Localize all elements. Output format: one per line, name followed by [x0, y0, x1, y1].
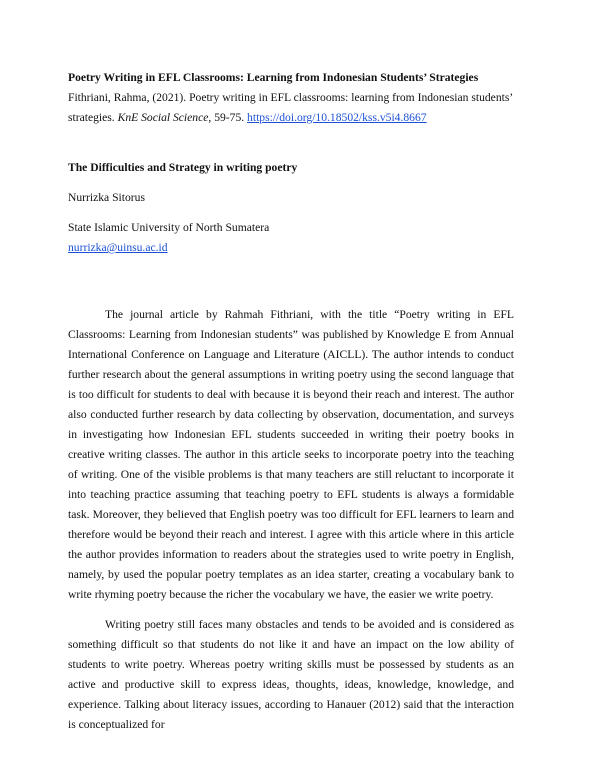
author-email-link[interactable]: nurrizka@uinsu.ac.id	[68, 241, 168, 254]
citation-pages: , 59-75.	[208, 111, 245, 124]
citation	[68, 88, 514, 128]
citation-journal: KnE Social Science	[117, 111, 209, 124]
reviewed-article-title: Poetry Writing in EFL Classrooms: Learning from Indonesian Students’ Strategies	[68, 71, 479, 84]
citation-authors: Fithriani, Rahma, (2021). Poetry writing in EFL classrooms: learning from Indonesian students’ strategies.	[68, 91, 513, 124]
author-affiliation: State Islamic University of North Sumatera	[68, 221, 270, 234]
body-paragraph-1: The journal article by Rahmah Fithriani, with the title “Poetry writing in EFL Classrooms: Learning from Indonesian students” was published by Knowledge E from Annual International Conference on Language and Literature (AICLL). The author intends to conduct further research about the general assumptions in writing poetry using the second language that is too difficult for students to deal with because it is beyond their reach and interest. The author also conducted further research by data collecting by observation, documentation, and surveys in investigating how Indonesian EFL students succeeded in writing their poetry books in creative writing classes. The author in this article seeks to incorporate poetry into the teaching of writing. One of the visible problems is that many teachers are still reluctant to incorporate it into teaching practice assuming that teaching poetry to EFL students is always a formidable task. Moreover, they believed that English poetry was too difficult for EFL learners to learn and therefore would be beyond their reach and interest. I agree with this article where in this article the author provides information to readers about the strategies used to write poetry in English, namely, by used the popular poetry templates as an idea starter, creating a vocabulary bank to write rhyming poetry because the richer the vocabulary we have, the easier we write poetry.	[68, 308, 514, 601]
essay-title: The Difficulties and Strategy in writing poetry	[68, 161, 298, 174]
email-paragraph	[68, 238, 514, 258]
author-name: Nurrizka Sitorus	[68, 191, 145, 204]
doi-link[interactable]: https://doi.org/10.18502/kss.v5i4.8667	[247, 111, 427, 124]
body-paragraph-2: Writing poetry still faces many obstacles and tends to be avoided and is considered as something difficult so that students do not like it and have an impact on the low ability of students to write poetry. Whereas poetry writing skills must be possessed by students as an active and productive skill to express ideas, thoughts, ideas, knowledge, knowledge, and experience. Talking about literacy issues, according to Hanauer (2012) said that the interaction is conceptualized for	[68, 618, 514, 731]
